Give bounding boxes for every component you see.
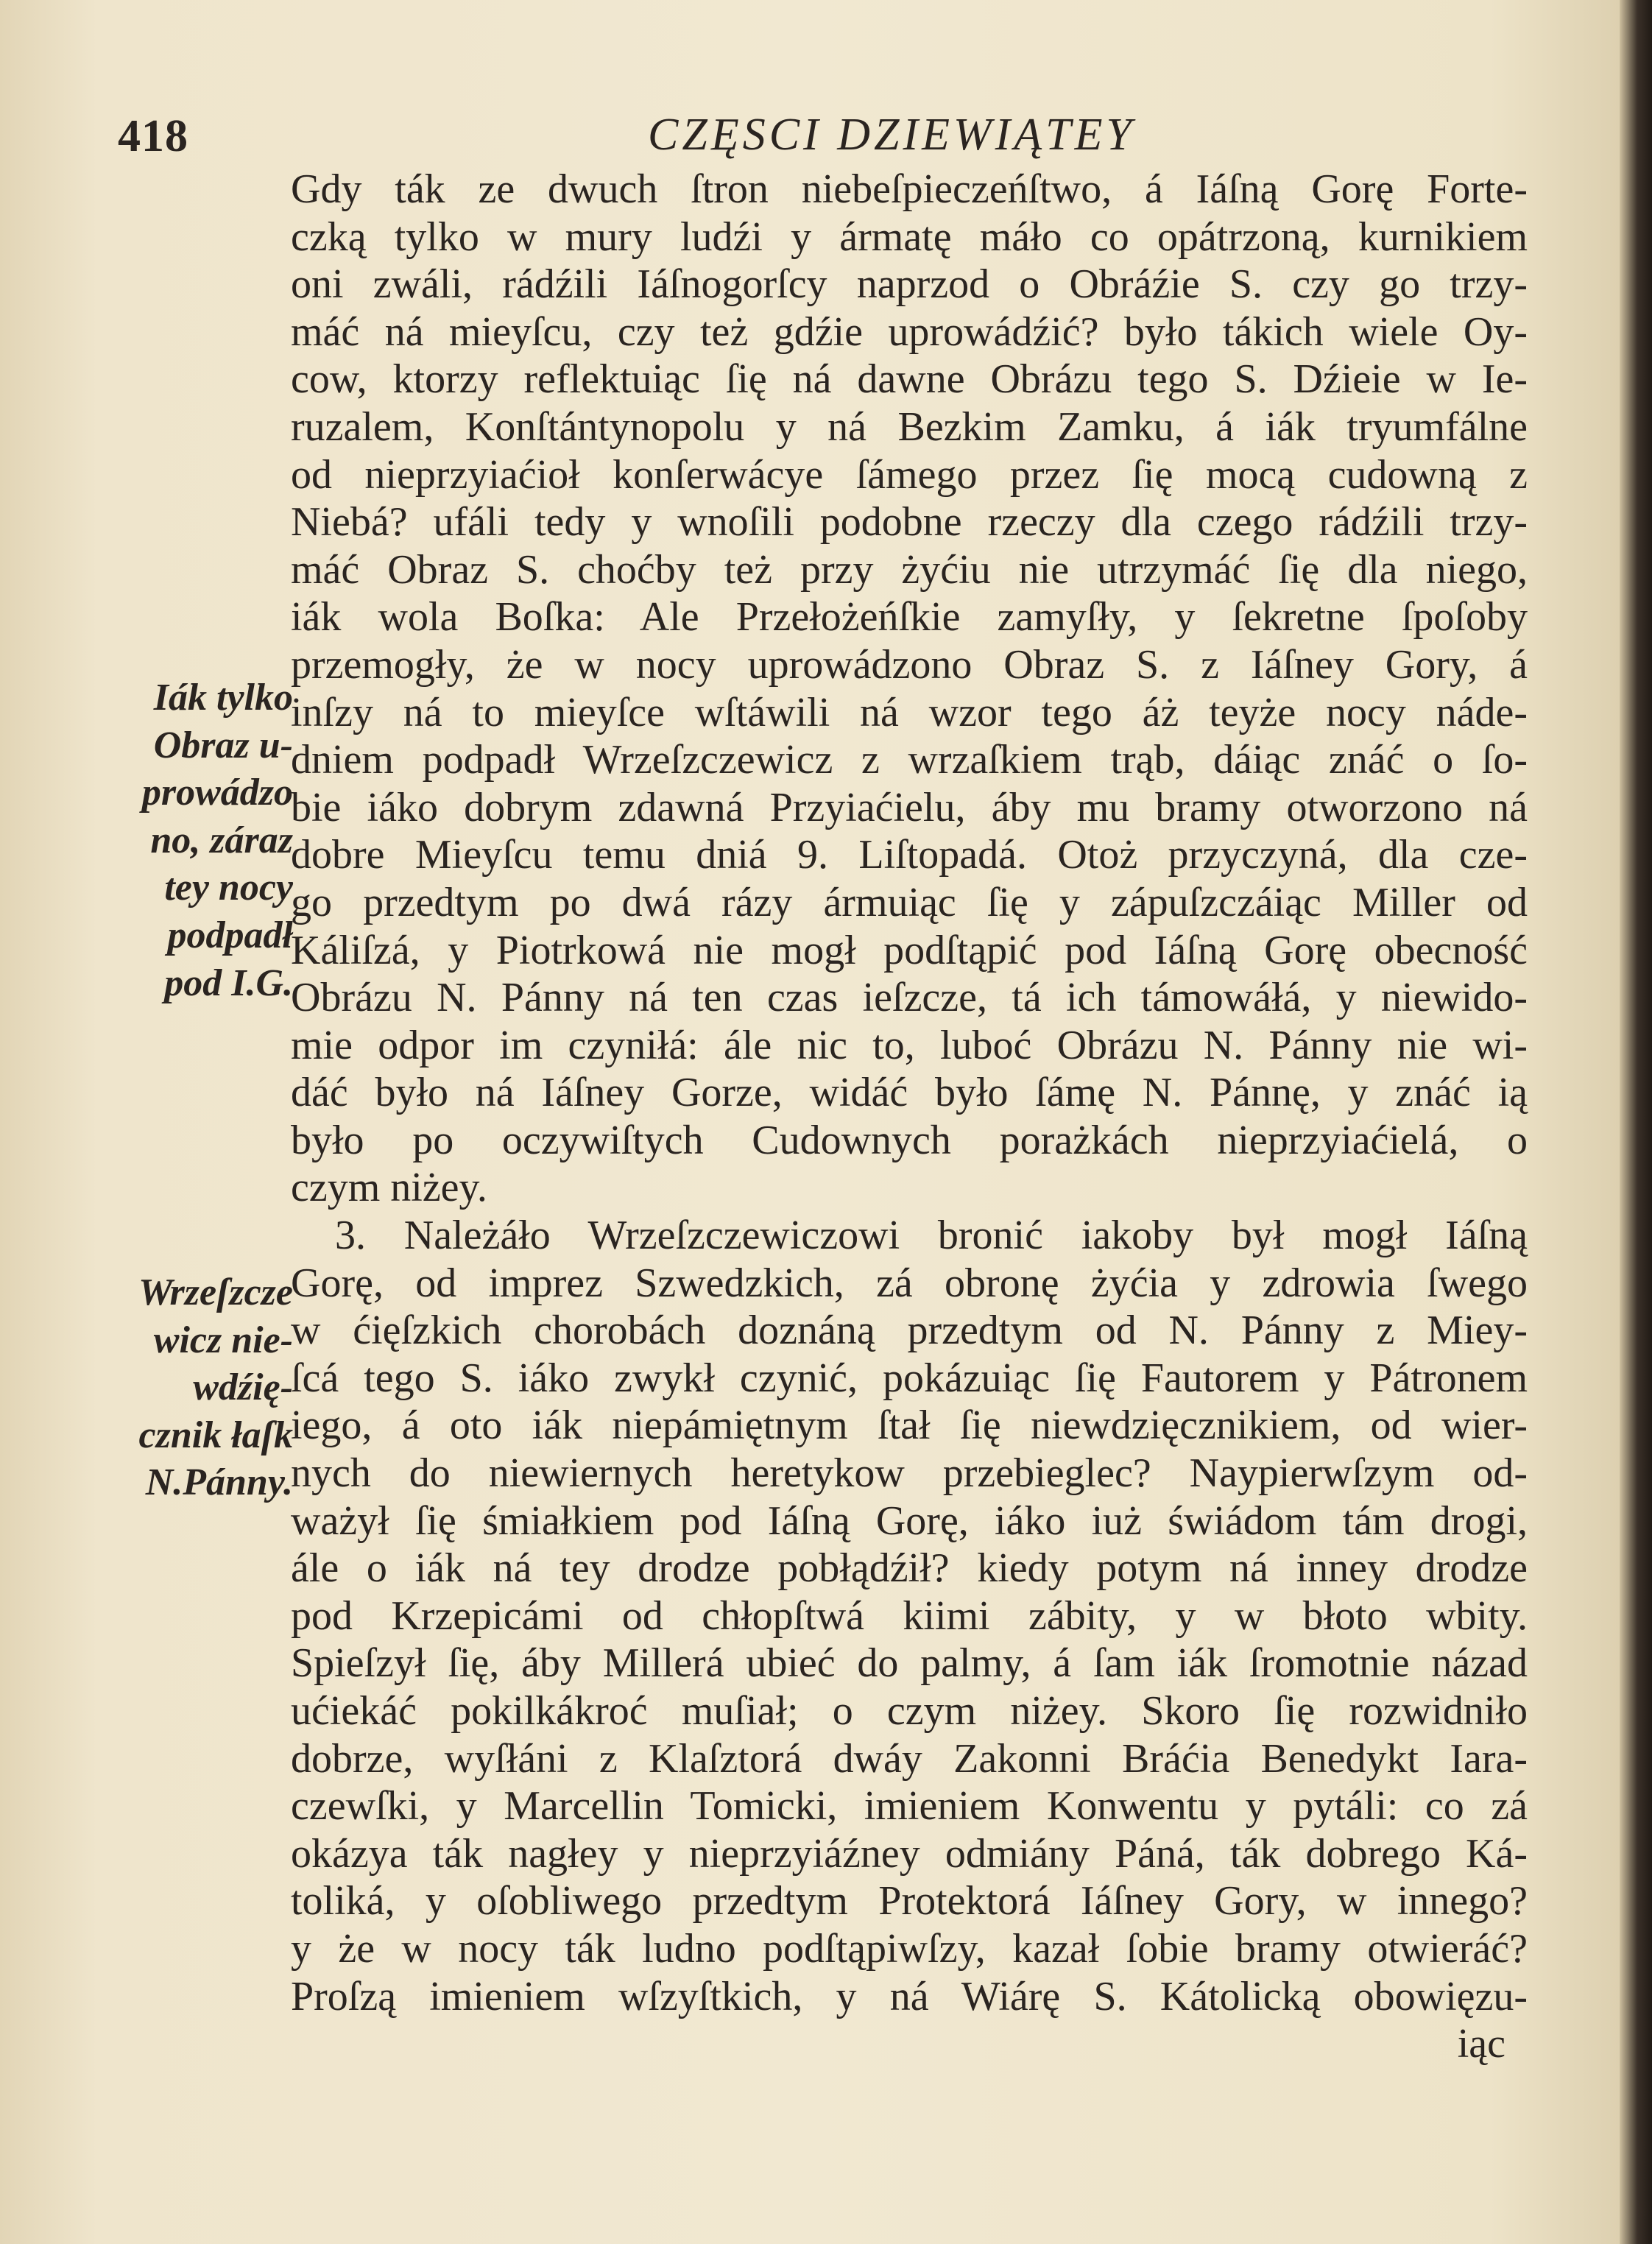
marginal-line: prowádzo xyxy=(141,772,293,814)
text-line: 3. Należáło Wrzeſzczewiczowi bronić iakoby był mogł Iáſną xyxy=(335,1213,1528,1259)
text-line: przemogły, że w nocy uprowádzono Obraz S. z Iáſney Gory, á xyxy=(291,641,1528,688)
marginal-line: cznik łaſk xyxy=(138,1414,293,1456)
text-line: nych do niewiernych heretykow przebieglec? Naypierwſzym od- xyxy=(291,1450,1528,1497)
text-line: go przedtym po dwá rázy ármuiąc ſię y zápuſzczáiąc Miller od xyxy=(291,879,1528,925)
text-line: dobrze, wyſłáni z Klaſztorá dwáy Zakonni Bráćia Benedykt Iara- xyxy=(291,1735,1528,1782)
marginal-line: tey nocy xyxy=(164,867,293,909)
marginal-line: podpadł xyxy=(167,914,293,956)
text-line: Niebá? ufáli tedy y wnoſili podobne rzeczy dla czego rádźili trzy- xyxy=(291,499,1528,546)
running-head: CZĘSCI DZIEWIĄTEY xyxy=(648,110,1135,160)
text-line: Gdy ták ze dwuch ſtron niebeſpieczeńſtwo, á Iáſną Gorę Forte- xyxy=(291,166,1528,212)
page-number: 418 xyxy=(118,111,188,161)
text-line: ućiekáć pokilkákroć muſiał; o czym niżey. Skoro ſię rozwidniło xyxy=(291,1688,1528,1734)
marginal-line: wicz nie- xyxy=(153,1319,293,1361)
text-line: czym niżey. xyxy=(291,1165,487,1211)
marginal-line: Obraz u- xyxy=(153,724,293,766)
text-line: w ćięſzkich chorobách doznáną przedtym od N. Pánny z Miey- xyxy=(291,1308,1528,1354)
marginal-line: no, záraz xyxy=(150,819,293,861)
text-line: inſzy ná to mieyſce wſtáwili ná wzor tego áż teyże nocy náde- xyxy=(291,689,1528,735)
text-line: oni zwáli, rádźili Iáſnogorſcy naprzod o Obráźie S. czy go trzy- xyxy=(291,261,1528,308)
marginal-note xyxy=(109,674,293,1007)
text-line: dáć było ná Iáſney Gorze, widáć było ſámę N. Pánnę, y znáć ią xyxy=(291,1070,1528,1116)
text-line: ſcá tego S. iáko zwykł czynić, pokázuiąc ſię Fautorem y Pátronem xyxy=(291,1355,1528,1401)
text-line: czewſki, y Marcellin Tomicki, imieniem Konwentu y pytáli: co zá xyxy=(291,1783,1528,1830)
text-line: mie odpor im czyniłá: ále nic to, luboć Obrázu N. Pánny nie wi- xyxy=(291,1022,1528,1068)
catchword: iąc xyxy=(1457,2021,1505,2067)
text-line: cow, ktorzy reflektuiąc ſię ná dawne Obrázu tego S. Dźieie w Ie- xyxy=(291,356,1528,403)
marginal-line: wdźię- xyxy=(193,1366,293,1409)
text-line: okázya ták nagłey y nieprzyiáźney odmiány Páná, ták dobrego Ká- xyxy=(291,1830,1528,1877)
text-line: ważył ſię śmiałkiem pod Iáſną Gorę, iáko iuż świádom tám drogi, xyxy=(291,1497,1528,1544)
marginal-line: N.Pánny. xyxy=(145,1461,293,1504)
text-line: máć Obraz S. choćby też przy żyćiu nie utrzymáć ſię dla niego, xyxy=(291,546,1528,593)
text-line: y że w nocy ták ludno podſtąpiwſzy, kazał ſobie bramy otwieráć? xyxy=(291,1925,1528,1972)
marginal-note xyxy=(109,1269,293,1507)
text-line: iák wola Boſka: Ale Przełożeńſkie zamyſły, y ſekretne ſpoſoby xyxy=(291,594,1528,641)
text-line: było po oczywiſtych Cudownych porażkách nieprzyiaćielá, o xyxy=(291,1117,1528,1163)
text-line: pod Krzepicámi od chłopſtwá kiimi zábity, y w błoto wbity. xyxy=(291,1592,1528,1639)
text-line: dniem podpadł Wrzeſzczewicz z wrzaſkiem trąb, dáiąc znáć o ſo- xyxy=(291,737,1528,783)
text-line: Spieſzył ſię, áby Millerá ubieć do palmy, á ſam iák ſromotnie názad xyxy=(291,1640,1528,1687)
text-line: toliká, y oſobliwego przedtym Protektorá Iáſney Gory, w innego? xyxy=(291,1878,1528,1924)
marginal-line: Iák tylko xyxy=(153,677,293,719)
text-line: Káliſzá, y Piotrkowá nie mogł podſtąpić pod Iáſną Gorę obecność xyxy=(291,927,1528,973)
book-gutter xyxy=(1620,0,1652,2244)
marginal-line: Wrzeſzcze xyxy=(138,1271,293,1313)
text-line: ruzalem, Konſtántynopolu y ná Bezkim Zamku, á iák tryumfálne xyxy=(291,403,1528,450)
text-line: iego, á oto iák niepámiętnym ſtał ſię niewdzięcznikiem, od wier- xyxy=(291,1402,1528,1449)
marginal-line: pod I.G. xyxy=(164,962,293,1004)
text-line: Obrázu N. Pánny ná ten czas ieſzcze, tá ich támowáłá, y niewido- xyxy=(291,975,1528,1021)
text-line: dobre Mieyſcu temu dniá 9. Liſtopadá. Otoż przyczyná, dla cze- xyxy=(291,832,1528,878)
body-text xyxy=(291,166,1528,2068)
text-line: Gorę, od imprez Szwedzkich, zá obronę żyćia y zdrowia ſwego xyxy=(291,1260,1528,1306)
text-line: bie iáko dobrym zdawná Przyiaćielu, áby mu bramy otworzono ná xyxy=(291,784,1528,830)
text-line: od nieprzyiaćioł konſerwácye ſámego przez ſię mocą cudowną z xyxy=(291,451,1528,498)
text-line: ále o iák ná tey drodze pobłądźił? kiedy potym ná inney drodze xyxy=(291,1545,1528,1592)
text-line: Proſzą imieniem wſzyſtkich, y ná Wiárę S. Kátolicką obowięzu- xyxy=(291,1973,1528,2019)
text-line: czką tylko w mury ludźi y ármatę máło co opátrzoną, kurnikiem xyxy=(291,214,1528,260)
text-line: máć ná mieyſcu, czy też gdźie uprowádźić? było tákich wiele Oy- xyxy=(291,308,1528,355)
